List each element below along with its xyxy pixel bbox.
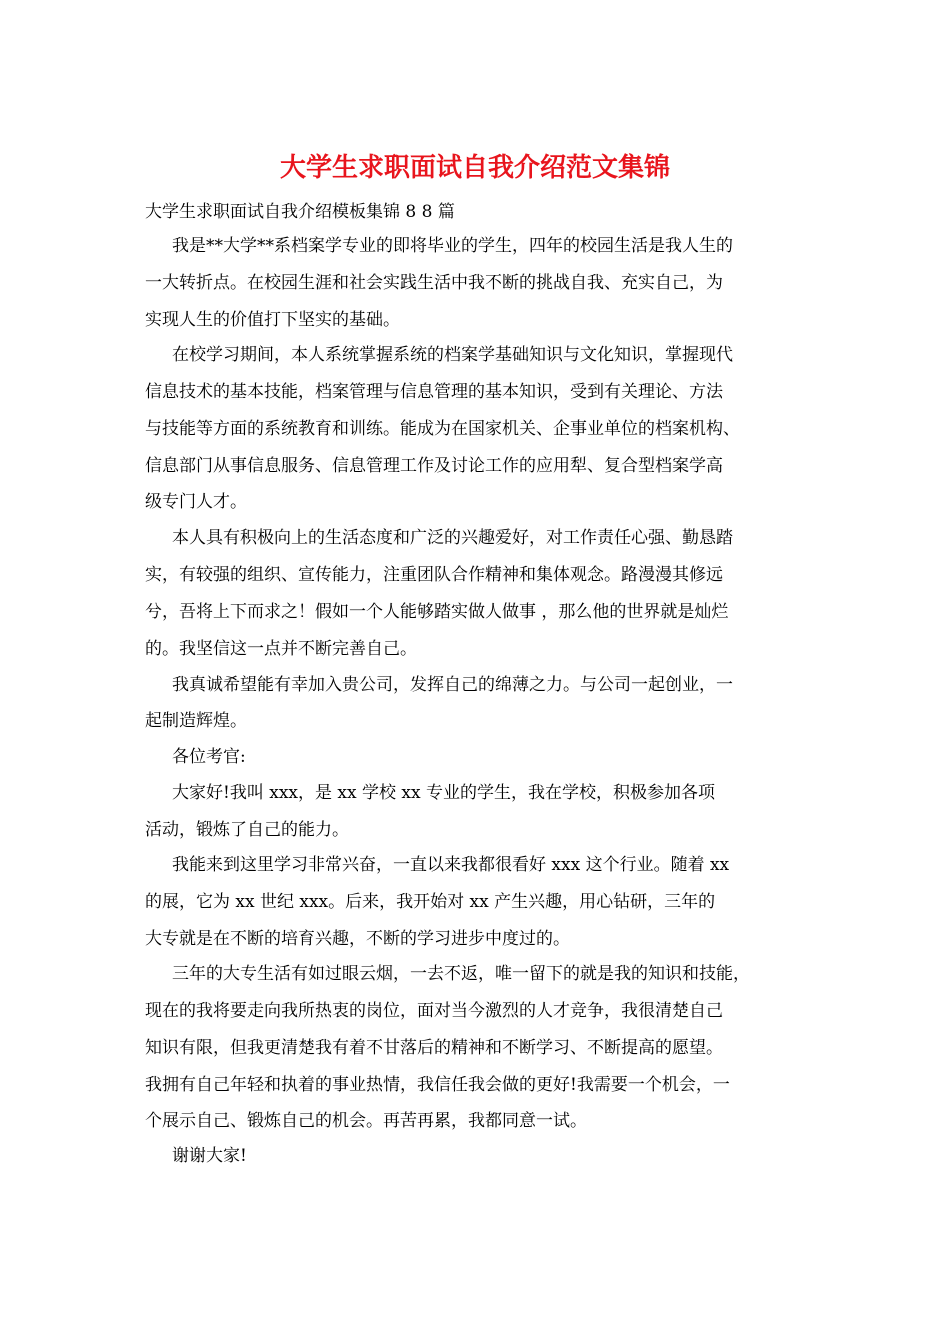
body-line: 我是**大学**系档案学专业的即将毕业的学生，四年的校园生活是我人生的	[172, 236, 733, 256]
body-line: 三年的大专生活有如过眼云烟，一去不返，唯一留下的就是我的知识和技能，	[172, 964, 750, 984]
body-line: 我拥有自己年轻和执着的事业热情，我信任我会做的更好!我需要一个机会，一	[145, 1075, 730, 1095]
body-line: 我真诚希望能有幸加入贵公司，发挥自己的绵薄之力。与公司一起创业，一	[172, 675, 733, 695]
body-line: 谢谢大家!	[172, 1146, 247, 1166]
body-line: 各位考官:	[172, 747, 246, 767]
body-line: 实现人生的价值打下坚实的基础。	[145, 310, 400, 330]
body-line: 的。我坚信这一点并不断完善自己。	[145, 639, 417, 659]
body-line: 兮，吾将上下而求之！假如一个人能够踏实做人做事 ，那么他的世界就是灿烂	[145, 602, 729, 622]
body-line: 一大转折点。在校园生涯和社会实践生活中我不断的挑战自我、充实自己，为	[145, 273, 723, 293]
body-line: 个展示自己、锻炼自己的机会。再苦再累，我都同意一试。	[145, 1111, 587, 1131]
body-line: 信息技术的基本技能，档案管理与信息管理的基本知识，受到有关理论、方法	[145, 382, 723, 402]
body-line: 起制造辉煌。	[145, 711, 247, 731]
body-line: 我能来到这里学习非常兴奋，一直以来我都很看好 xxx 这个行业。随着 xx	[172, 855, 730, 875]
body-line: 现在的我将要走向我所热衷的岗位，面对当今激烈的人才竞争，我很清楚自己	[145, 1001, 723, 1021]
body-line: 大专就是在不断的培育兴趣，不断的学习进步中度过的。	[145, 929, 570, 949]
body-line: 的展，它为 xx 世纪 xxx。后来，我开始对 xx 产生兴趣，用心钻研，三年的	[145, 892, 716, 912]
body-line: 与技能等方面的系统教育和训练。能成为在国家机关、企事业单位的档案机构、	[145, 419, 740, 439]
document-title: 大学生求职面试自我介绍范文集锦	[279, 153, 670, 183]
body-line: 大家好!我叫 xxx，是 xx 学校 xx 专业的学生，我在学校，积极参加各项	[172, 783, 715, 803]
body-line: 级专门人才。	[145, 492, 247, 512]
body-line: 活动，锻炼了自己的能力。	[145, 820, 349, 840]
body-line: 信息部门从事信息服务、信息管理工作及讨论工作的应用犁、复合型档案学高	[145, 456, 723, 476]
body-line: 实，有较强的组织、宣传能力，注重团队合作精神和集体观念。路漫漫其修远	[145, 565, 723, 585]
body-line: 在校学习期间，本人系统掌握系统的档案学基础知识与文化知识，掌握现代	[172, 345, 733, 365]
body-line: 知识有限，但我更清楚我有着不甘落后的精神和不断学习、不断提高的愿望。	[145, 1038, 723, 1058]
document-subtitle: 大学生求职面试自我介绍模板集锦 8 8 篇	[145, 202, 455, 222]
body-line: 本人具有积极向上的生活态度和广泛的兴趣爱好，对工作责任心强、勤恳踏	[172, 528, 733, 548]
